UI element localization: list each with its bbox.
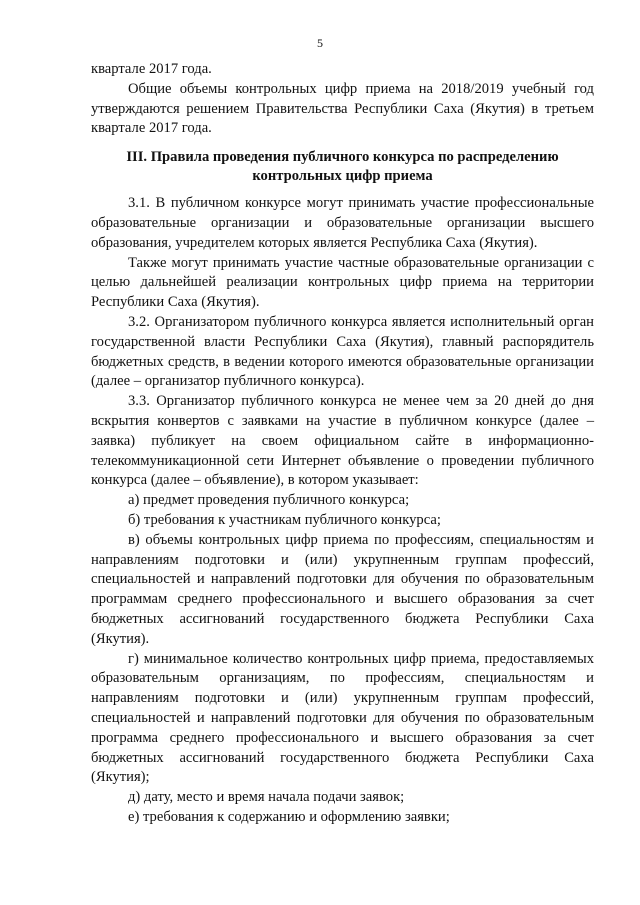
- list-item: е) требования к содержанию и оформлению заявки;: [128, 808, 450, 825]
- document-body: [91, 60, 594, 828]
- list-item: б) требования к участникам публичного конкурса;: [128, 511, 441, 528]
- paragraph: Общие объемы контрольных цифр приема на 2018/2019 учебный год утверждаются решением Правительства Республики Саха (Якутия) в третьем квартале 2017 года.: [91, 80, 594, 137]
- section-heading: III. Правила проведения публичного конкурса по распределению контрольных цифр приема: [126, 149, 559, 185]
- page-number: 5: [317, 36, 323, 50]
- paragraph: 3.2. Организатором публичного конкурса является исполнительный орган государственной власти Республики Саха (Якутия), главный распорядитель бюджетных средств, в ведении которого имеются образовательные организации (далее – организатор публичного конкурса).: [91, 313, 594, 390]
- paragraph: кварталe 2017 года.: [91, 61, 212, 77]
- paragraph: 3.1. В публичном конкурсе могут принимать участие профессиональные образовательные организации и образовательные организации высшего образования, учредителем которых является Республика Саха (Якутия).: [91, 195, 594, 251]
- list-item: д) дату, место и время начала подачи заявок;: [128, 789, 405, 806]
- list-item: г) минимальное количество контрольных цифр приема, предоставляемых образовательным организациям, по профессиям, специальностям и направлениям подготовки и (или) укрупненным группам профессий, специальностей и направлений подготовки для обучения по образовательным программа среднего профессионального и высшего образования за счет бюджетных ассигнований государственного бюджета Республики Саха (Якутия);: [91, 650, 594, 786]
- list-item: а) предмет проведения публичного конкурса;: [128, 492, 410, 509]
- paragraph: Также могут принимать участие частные образовательные организации с целью дальнейшей реализации контрольных цифр приема на территории Республики Саха (Якутия).: [91, 254, 594, 311]
- paragraph: 3.3. Организатор публичного конкурса не менее чем за 20 дней до дня вскрытия конвертов с заявками на участие в публичном конкурсе (далее – заявка) публикует на своем официальном сайте в информационно-телекоммуникационной сети Интернет объявление о проведении публичного конкурса (далее – объявление), в котором указывает:: [91, 393, 594, 489]
- list-item: в) объемы контрольных цифр приема по профессиям, специальностям и направлениям подготовки и (или) укрупненным группам профессий, специальностей и направлений подготовки для обучения по образовательным программам среднего профессионального и высшего образования за счет бюджетных ассигнований государственного бюджета Республики Саха (Якутия).: [91, 531, 594, 647]
